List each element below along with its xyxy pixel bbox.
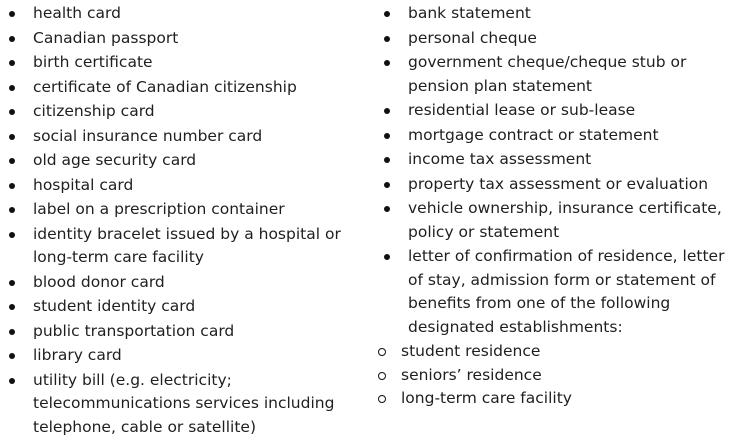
bullet-icon [9, 207, 15, 213]
list-item: old age security card [0, 149, 370, 173]
bullet-icon [384, 254, 390, 260]
list-item: birth certificate [0, 51, 370, 75]
bullet-icon [9, 85, 15, 91]
sublist [342, 340, 743, 411]
list-item: blood donor card [0, 271, 370, 295]
list-item: Canadian passport [0, 27, 370, 51]
list-item: certificate of Canadian citizenship [0, 76, 370, 100]
bullet-icon [384, 206, 390, 212]
bullet-icon [384, 36, 390, 42]
bullet-icon [9, 109, 15, 115]
list-item: mortgage contract or statement [375, 124, 743, 148]
list-item: library card [0, 344, 370, 368]
list-item: identity bracelet issued by a hospital or long-term care facility [0, 223, 370, 270]
bullet-icon [384, 133, 390, 139]
bullet-icon [384, 108, 390, 114]
hollow-bullet-icon [378, 372, 386, 380]
list-item: bank statement [375, 2, 743, 26]
hollow-bullet-icon [378, 348, 386, 356]
bullet-icon [9, 353, 15, 359]
bullet-icon [384, 60, 390, 66]
sublist-item: long-term care facility [342, 387, 743, 411]
designated-establishments-list [375, 340, 743, 411]
bullet-icon [9, 329, 15, 335]
right-document-list [375, 2, 743, 411]
list-item: health card [0, 2, 370, 26]
list-item: citizenship card [0, 100, 370, 124]
bullet-icon [384, 11, 390, 17]
bullet-icon [9, 158, 15, 164]
list-item: letter of confirmation of residence, letter of stay, admission form or statement of benefits from one of the following designated establishments: [375, 245, 743, 339]
sublist-item: student residence [342, 340, 743, 364]
bullet-icon [9, 304, 15, 310]
bullet-icon [9, 280, 15, 286]
bullet-icon [9, 134, 15, 140]
list-item: utility bill (e.g. electricity; telecommunications services including telephone, cable or satellite) [0, 369, 370, 440]
list-item: label on a prescription container [0, 198, 370, 222]
list-item: social insurance number card [0, 125, 370, 149]
list-item: hospital card [0, 174, 370, 198]
list-item: government cheque/cheque stub or pension plan statement [375, 51, 743, 98]
bullet-icon [9, 183, 15, 189]
bullet-icon [9, 378, 15, 384]
bullet-icon [9, 232, 15, 238]
list-item: residential lease or sub-lease [375, 99, 743, 123]
bullet-icon [9, 11, 15, 17]
list-item: personal cheque [375, 27, 743, 51]
list-item: income tax assessment [375, 148, 743, 172]
list-item: public transportation card [0, 320, 370, 344]
bullet-icon [384, 182, 390, 188]
left-document-list [0, 2, 370, 440]
list-item: vehicle ownership, insurance certificate, policy or statement [375, 197, 743, 244]
list-item: property tax assessment or evaluation [375, 173, 743, 197]
hollow-bullet-icon [378, 395, 386, 403]
bullet-icon [384, 157, 390, 163]
bullet-icon [9, 60, 15, 66]
bullet-icon [9, 36, 15, 42]
list-item: student identity card [0, 295, 370, 319]
sublist-item: seniors’ residence [342, 364, 743, 388]
